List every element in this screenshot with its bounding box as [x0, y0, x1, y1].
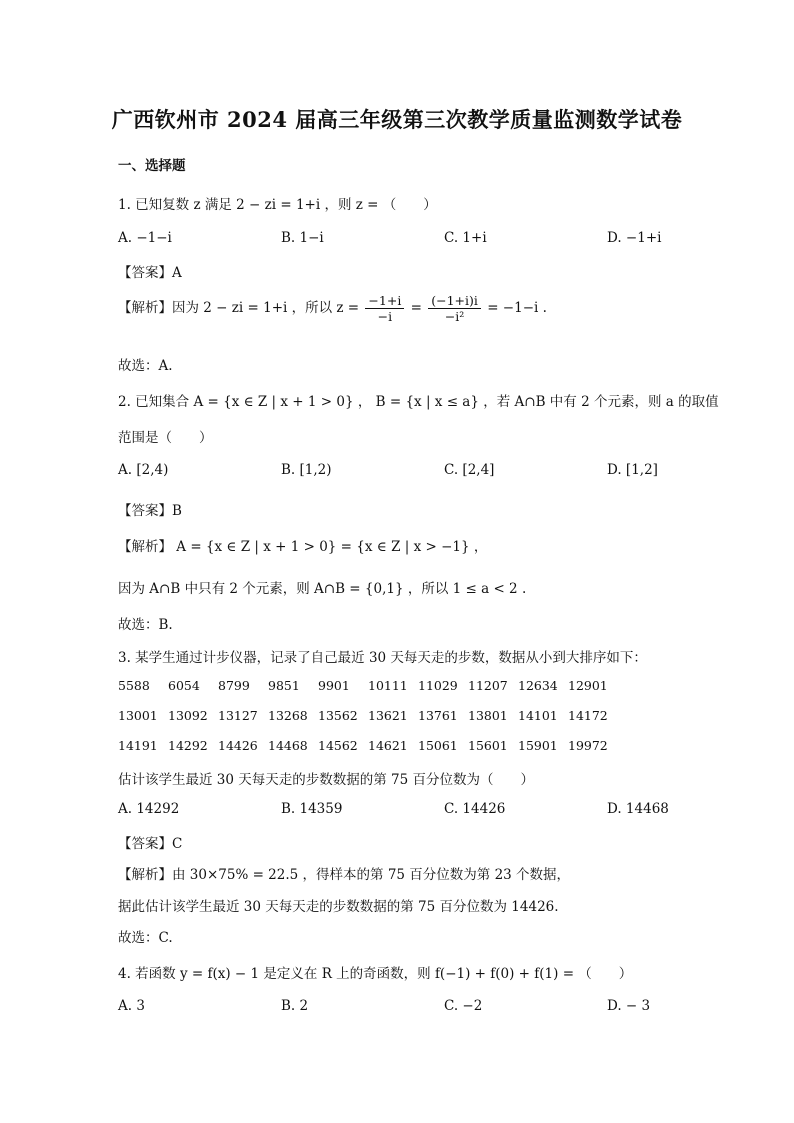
q3-data-cell: 13621	[368, 708, 408, 723]
q3-data-cell: 15901	[518, 738, 558, 753]
q2-choice: 故选：B.	[118, 617, 173, 633]
q2-option-c[interactable]: C. [2,4]	[444, 462, 495, 478]
q2-analysis-line1: 【解析】 A = {x ∈ Z | x + 1 > 0} = {x ∈ Z | x > −1} ，	[118, 539, 488, 555]
q3-answer: 【答案】C	[118, 836, 183, 852]
q3-data-cell: 13562	[318, 708, 358, 723]
q3-data-cell: 12634	[518, 678, 558, 693]
q3-data-row-2	[118, 708, 676, 723]
q3-data-cell: 9851	[268, 678, 300, 693]
q1-fraction-1	[365, 293, 404, 324]
q3-data-cell: 5588	[118, 678, 150, 693]
q1-option-c[interactable]: C. 1+i	[444, 230, 487, 246]
q3-choice: 故选：C.	[118, 930, 173, 946]
q3-data-row-3	[118, 738, 676, 753]
q1-option-b[interactable]: B. 1−i	[281, 230, 324, 246]
q4-option-d[interactable]: D. − 3	[607, 998, 651, 1014]
q1-fraction-1-denominator: −i	[377, 309, 393, 324]
q3-data-cell: 14292	[168, 738, 208, 753]
q4-option-a[interactable]: A. 3	[118, 998, 145, 1014]
q1-equals-sign: =	[410, 300, 422, 316]
page-title: 广西钦州市 2024 届高三年级第三次教学质量监测数学试卷	[111, 107, 683, 132]
q3-stem: 3. 某学生通过计步仪器，记录了自己最近 30 天每天走的步数，数据从小到大排序如下：	[118, 650, 647, 666]
q2-option-d[interactable]: D. [1,2]	[607, 462, 658, 478]
q1-analysis-suffix: = −1−i .	[487, 300, 547, 316]
q3-option-c[interactable]: C. 14426	[444, 801, 506, 817]
q4-option-c[interactable]: C. −2	[444, 998, 483, 1014]
q1-fraction-2	[428, 293, 481, 324]
q1-analysis-prefix: 【解析】因为 2 − zi = 1+i ，所以 z =	[118, 300, 360, 316]
q3-data-cell: 14562	[318, 738, 358, 753]
q3-data-cell: 9901	[318, 678, 350, 693]
q4-options	[118, 998, 676, 1014]
q3-data-cell: 14101	[518, 708, 558, 723]
q3-data-cell: 14621	[368, 738, 408, 753]
q4-stem: 4. 若函数 y = f(x) − 1 是定义在 R 上的奇函数，则 f(−1) + f(0) + f(1) = （ ）	[118, 966, 633, 982]
section-heading: 一、选择题	[118, 158, 186, 174]
q2-answer: 【答案】B	[118, 503, 182, 519]
q3-data-cell: 15061	[418, 738, 458, 753]
q2-option-b[interactable]: B. [1,2)	[281, 462, 332, 478]
q1-analysis	[118, 293, 676, 324]
q2-stem-line2: 范围是（ ）	[118, 430, 213, 446]
q3-data-cell: 10111	[368, 678, 408, 693]
q1-fraction-2-denominator: −i²	[444, 309, 465, 324]
q1-answer: 【答案】A	[118, 265, 182, 281]
q1-fraction-1-numerator: −1+i	[365, 293, 404, 309]
q1-option-d[interactable]: D. −1+i	[607, 230, 662, 246]
q4-option-b[interactable]: B. 2	[281, 998, 309, 1014]
q3-analysis-line2: 据此估计该学生最近 30 天每天走的步数数据的第 75 百分位数为 14426.	[118, 899, 559, 915]
q3-data-cell: 11029	[418, 678, 458, 693]
q3-data-cell: 6054	[168, 678, 200, 693]
q3-data-cell: 13001	[118, 708, 158, 723]
q3-data-cell: 11207	[468, 678, 508, 693]
q2-stem-line1: 2. 已知集合 A = {x ∈ Z | x + 1 > 0} ， B = {x | x ≤ a} ，若 A∩B 中有 2 个元素，则 a 的取值	[118, 394, 719, 410]
q3-data-cell: 14426	[218, 738, 258, 753]
q3-option-b[interactable]: B. 14359	[281, 801, 343, 817]
q3-data-cell: 13092	[168, 708, 208, 723]
q3-data-cell: 13127	[218, 708, 258, 723]
q3-data-cell: 14191	[118, 738, 158, 753]
q3-analysis-line1: 【解析】由 30×75% = 22.5 ，得样本的第 75 百分位数为第 23 个数据，	[118, 867, 571, 883]
q1-choice: 故选：A.	[118, 358, 173, 374]
q2-options	[118, 462, 676, 478]
q1-fraction-2-numerator: (−1+i)i	[428, 293, 481, 309]
q1-stem: 1. 已知复数 z 满足 2 − zi = 1+i ，则 z = （ ）	[118, 197, 437, 213]
q3-data-cell: 13268	[268, 708, 308, 723]
q3-option-a[interactable]: A. 14292	[118, 801, 180, 817]
q3-data-cell: 15601	[468, 738, 508, 753]
q1-options	[118, 230, 676, 246]
q3-data-row-1	[118, 678, 676, 693]
q3-data-cell: 12901	[568, 678, 608, 693]
q2-option-a[interactable]: A. [2,4)	[118, 462, 169, 478]
q3-data-cell: 14172	[568, 708, 608, 723]
q3-data-cell: 13801	[468, 708, 508, 723]
q2-analysis-line2: 因为 A∩B 中只有 2 个元素，则 A∩B = {0,1} ，所以 1 ≤ a < 2 .	[118, 581, 527, 597]
q3-data-cell: 14468	[268, 738, 308, 753]
q3-options	[118, 801, 676, 817]
q3-data-cell: 19972	[568, 738, 608, 753]
q3-data-cell: 13761	[418, 708, 458, 723]
q3-data-cell: 8799	[218, 678, 250, 693]
q3-option-d[interactable]: D. 14468	[607, 801, 669, 817]
q1-option-a[interactable]: A. −1−i	[118, 230, 172, 246]
q3-question: 估计该学生最近 30 天每天走的步数数据的第 75 百分位数为（ ）	[118, 772, 535, 788]
